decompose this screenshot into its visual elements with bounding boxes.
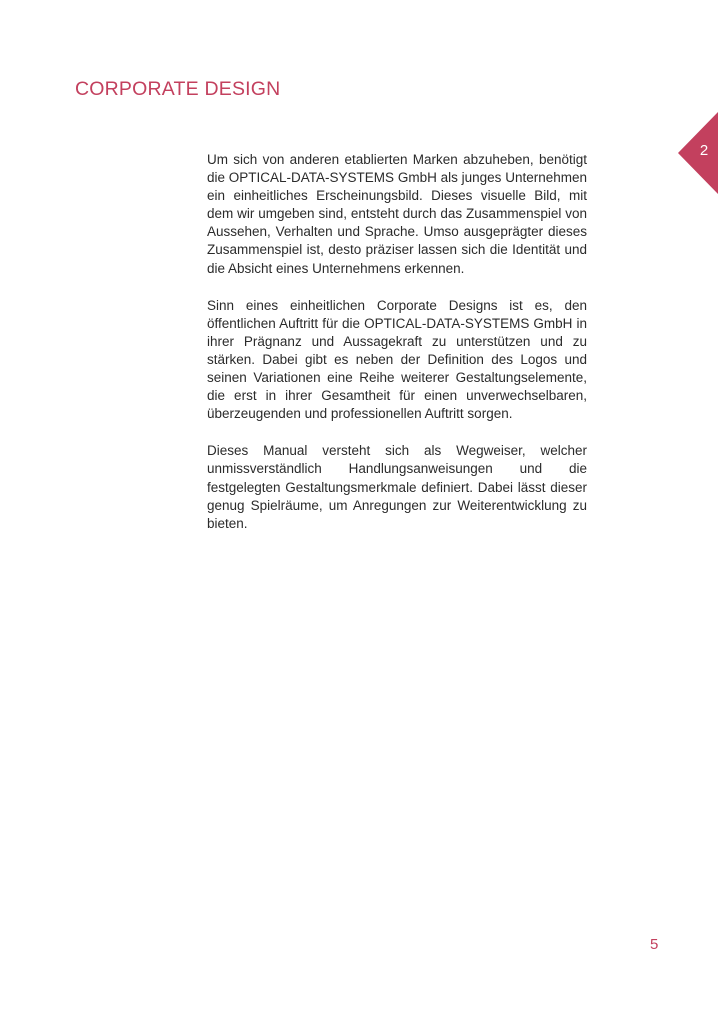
page-number: 5 [650, 936, 659, 953]
paragraph-purpose: Sinn eines einheitlichen Corporate Designs ist es, den öffentlichen Auftritt für die OPTICAL-DATA-SYSTEMS GmbH in ihrer Prägnanz und Aussagekraft zu unterstützen und zu stärken. Dabei gibt es neben der Definition des Logos und seinen Variationen eine Reihe weiterer Gestaltungselemente, die erst in ihrer Gesamtheit für einen unverwechselbaren, überzeugenden und professionellen Auftritt sorgen. [207, 297, 587, 422]
paragraph-intro: Um sich von anderen etablierten Marken abzuheben, benötigt die OPTICAL-DATA-SYSTEMS GmbH als junges Unternehmen ein einheitliches Erscheinungsbild. Dieses visuelle Bild, mit dem wir umgeben sind, entsteht durch das Zusammenspiel von Aussehen, Verhalten und Sprache. Umso ausgeprägter dieses Zusammenspiel ist, desto präziser lassen sich die Identität und die Absicht eines Unternehmens erkennen. [207, 152, 587, 276]
paragraph-manual: Dieses Manual versteht sich als Wegweiser, welcher unmissverständlich Handlungsanweisungen und die festgelegten Gestaltungsmerkmale definiert. Dabei lässt dieser genug Spielräume, um Anregungen zur Weiterentwicklung zu bieten. [207, 443, 587, 531]
body-text [207, 151, 587, 552]
page-title: CORPORATE DESIGN [75, 78, 281, 100]
chapter-tab [678, 112, 718, 194]
chapter-number: 2 [699, 142, 709, 159]
